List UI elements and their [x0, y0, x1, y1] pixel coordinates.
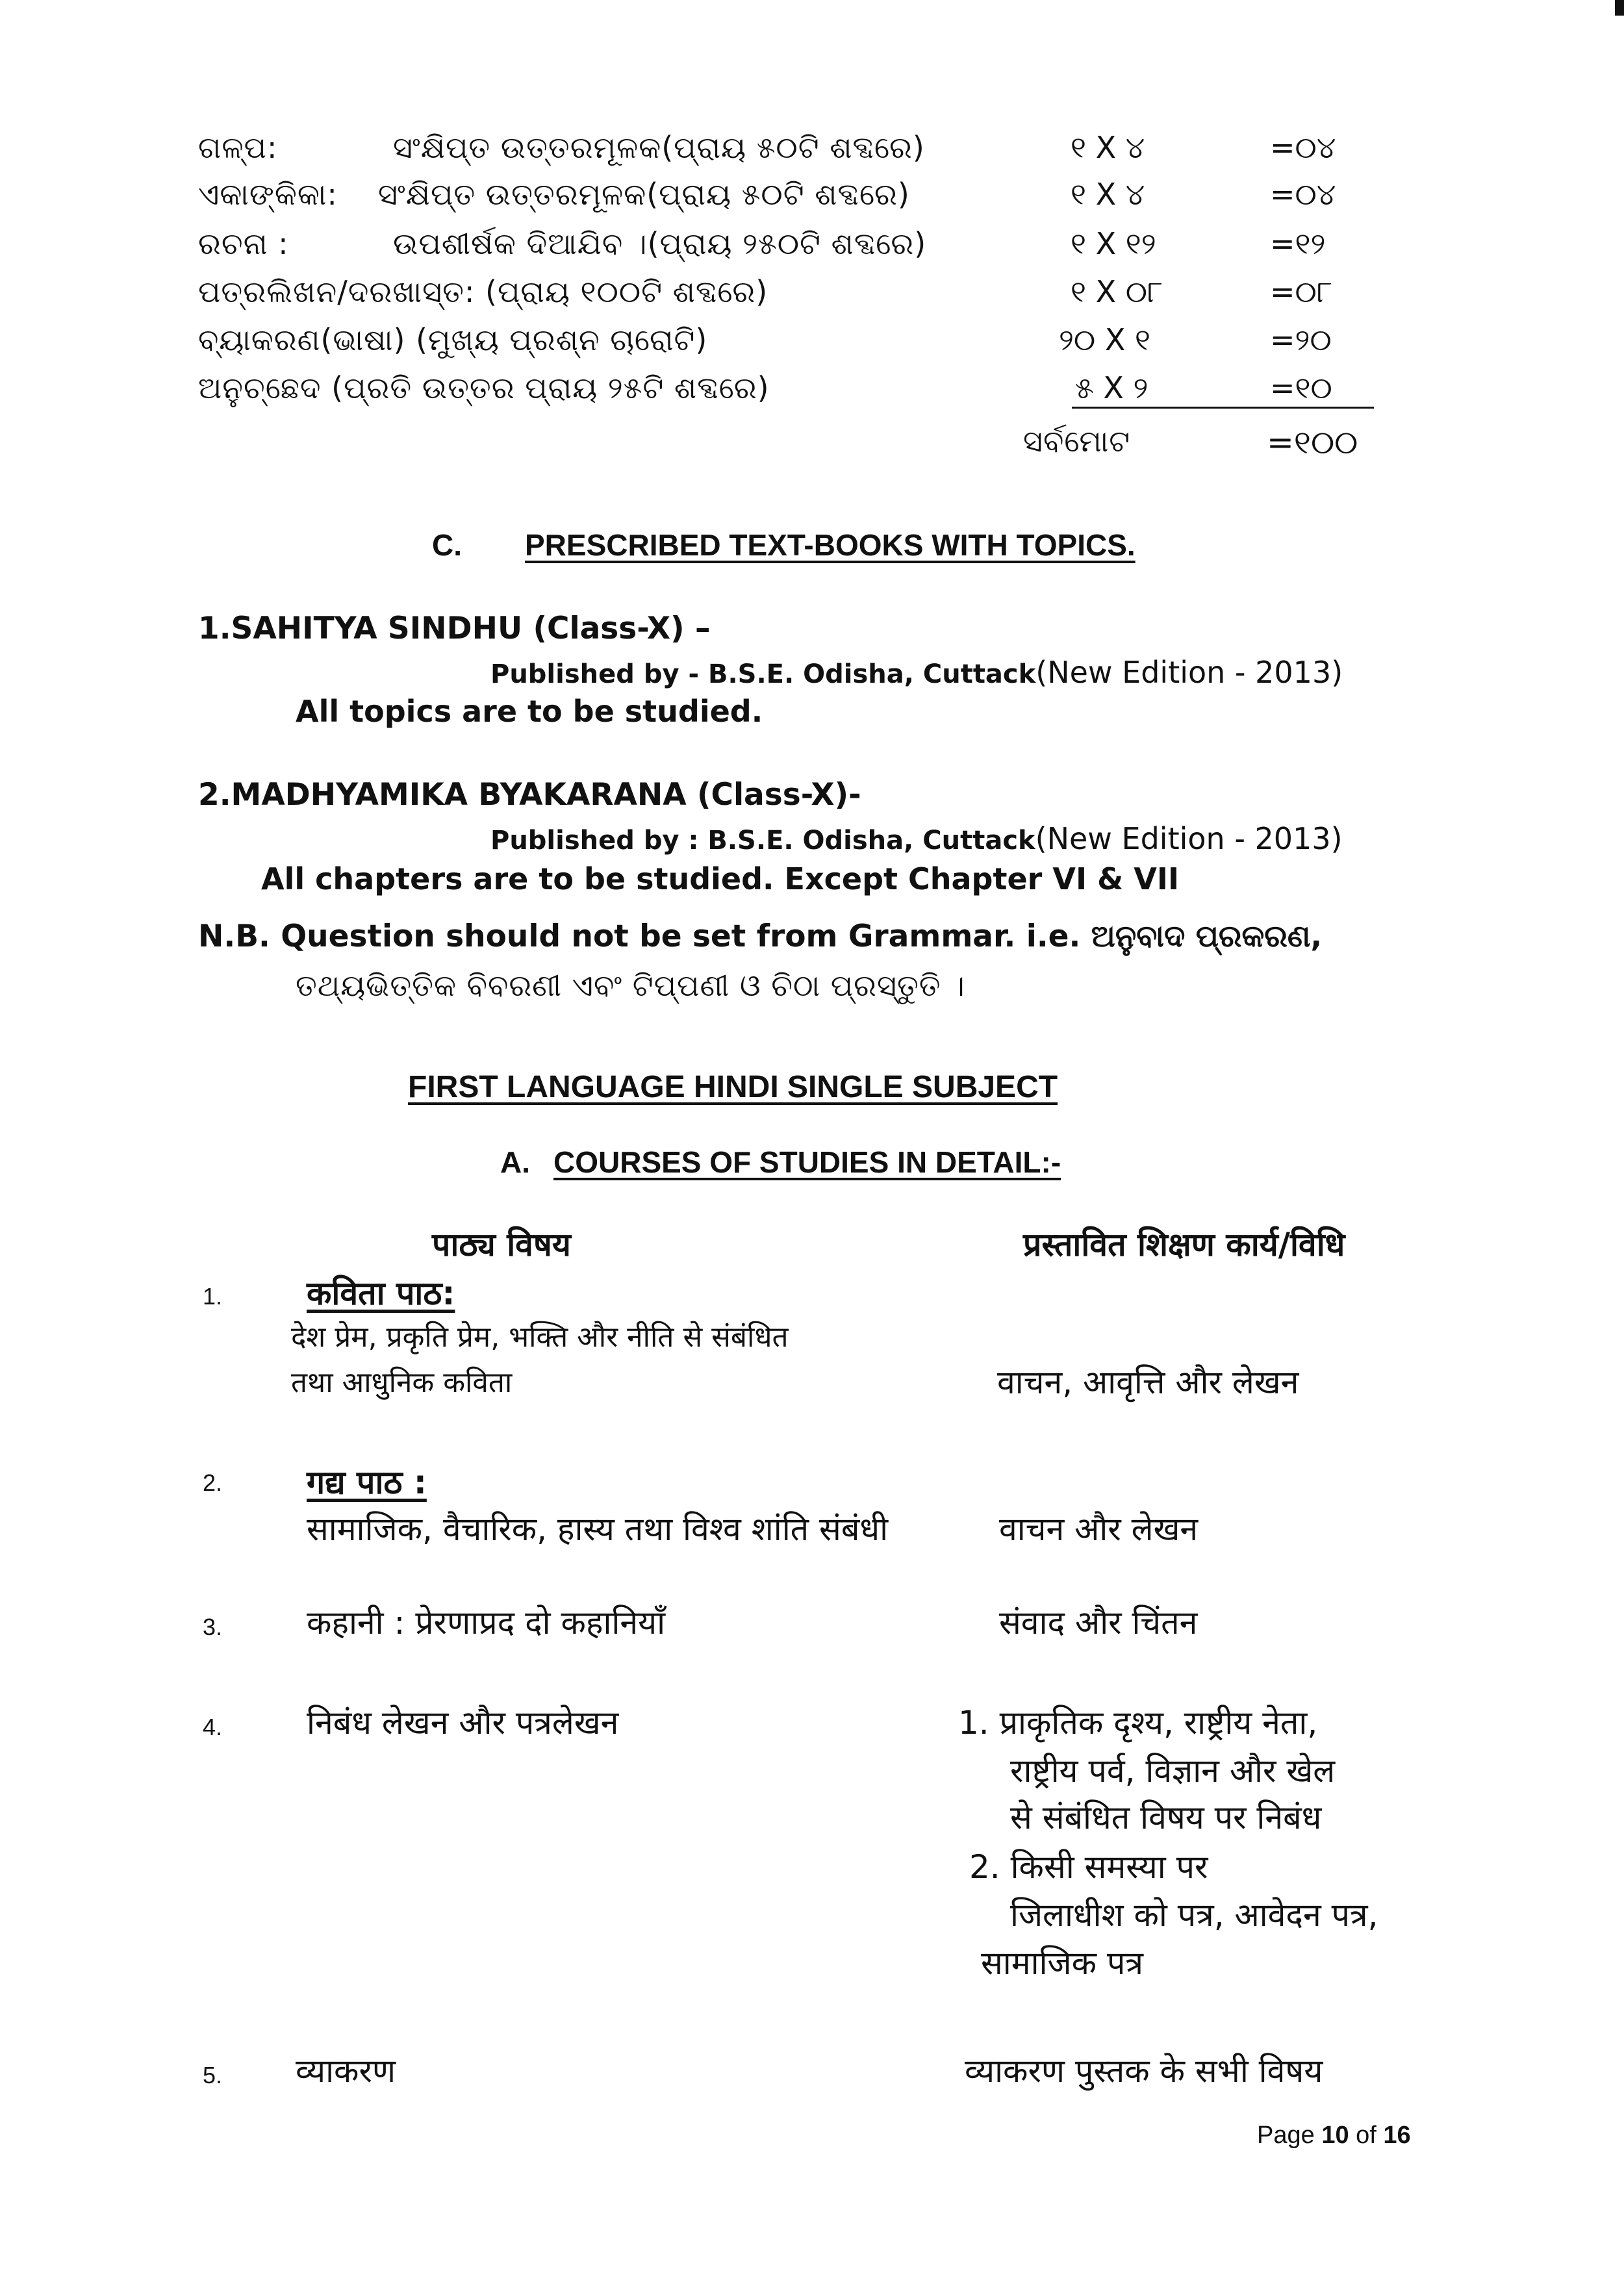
page-current: 10	[1321, 2122, 1349, 2149]
row-total: =୦୪	[1270, 177, 1336, 212]
item-method: संवाद और चिंतन	[999, 1604, 1198, 1642]
row-label: ଅନୁଚ୍ଛେଦ (ପ୍ରତି ଉତ୍ତର ପ୍ରାୟ ୨୫ଟି ଶବ୍ଦରେ)	[198, 370, 770, 405]
row-label: ବ୍ୟାକରଣ(ଭାଷା) (ମୁଖ୍ୟ ପ୍ରଶ୍ନ ଚାରୋଟି)	[198, 322, 708, 357]
item-desc: सामाजिक, वैचारिक, हास्य तथा विश्व शांति संबंधी	[307, 1510, 889, 1548]
book-edition: (New Edition - 2013)	[1035, 655, 1343, 690]
item-method: वाचन, आवृत्ति और लेखन	[997, 1364, 1299, 1401]
subsection-title: COURSES OF STUDIES IN DETAIL:-	[553, 1145, 1061, 1179]
scan-edge-mark	[1615, 0, 1624, 16]
subsection-letter: A.	[500, 1145, 530, 1179]
row-total: =୦୮	[1270, 274, 1332, 309]
row-calc: ୧ X ୪	[1071, 177, 1145, 212]
row-calc: ୨୦ X ୧	[1059, 322, 1150, 357]
item-method: जिलाधीश को पत्र, आवेदन पत्र,	[1010, 1896, 1378, 1934]
row-total: =୨୦	[1270, 322, 1332, 357]
item-method: वाचन और लेखन	[999, 1510, 1199, 1548]
nb-line-2: ତଥ୍ୟଭିତ୍ତିକ ବିବରଣୀ ଏବଂ ଟିପ୍ପଣୀ ଓ ଚିଠା ପ୍ରସ୍ତୁତି ।	[296, 968, 965, 1003]
total-rule	[1072, 407, 1374, 409]
grand-total-value: =୧୦୦	[1267, 424, 1358, 461]
row-total: =୧୨	[1270, 226, 1326, 261]
book-publisher: Published by : B.S.E. Odisha, Cuttack	[490, 826, 1035, 856]
item-desc: निबंध लेखन और पत्रलेखन	[307, 1704, 619, 1742]
book-publisher-line	[490, 655, 1343, 690]
row-desc: ସଂକ୍ଷିପ୍ତ ଉତ୍ତରମୂଳକ(ପ୍ରାୟ ୫୦ଟି ଶବ୍ଦରେ)	[393, 130, 925, 165]
item-method: राष्ट्रीय पर्व, विज्ञान और खेल	[1010, 1752, 1336, 1790]
row-calc: ୫ X ୨	[1075, 370, 1148, 405]
row-total: =୦୪	[1270, 130, 1336, 165]
nb-line-1: N.B. Question should not be set from Grammar. i.e. ଅନୁବାଦ ପ୍ରକରଣ,	[198, 919, 1323, 954]
item-desc: कहानी : प्रेरणाप्रद दो कहानियाँ	[307, 1604, 666, 1642]
item-desc: देश प्रेम, प्रकृति प्रेम, भक्ति और नीति से संबंधित	[291, 1321, 789, 1354]
book-title	[198, 611, 711, 646]
item-method: 2. किसी समस्या पर	[969, 1848, 1208, 1886]
row-desc: ସଂକ୍ଷିପ୍ତ ଉତ୍ତରମୂଳକ(ପ୍ରାୟ ୫୦ଟି ଶବ୍ଦରେ)	[378, 177, 910, 212]
col-head-subject: पाठ्य विषय	[432, 1226, 571, 1263]
row-total: =୧୦	[1270, 370, 1332, 405]
book-title	[198, 777, 861, 813]
row-desc: ଉପଶୀର୍ଷକ ଦିଆଯିବ ।(ପ୍ରାୟ ୨୫୦ଟି ଶବ୍ଦରେ)	[393, 226, 927, 261]
item-method: सामाजिक पत्र	[981, 1944, 1143, 1982]
item-title: गद्य पाठ :	[307, 1464, 427, 1501]
page-of: of	[1349, 2122, 1384, 2149]
page-number	[1257, 2122, 1411, 2150]
book-publisher: Published by - B.S.E. Odisha, Cuttack	[490, 659, 1036, 689]
item-desc: तथा आधुनिक कविता	[291, 1366, 513, 1399]
row-calc: ୧ X ୦୮	[1071, 274, 1163, 309]
book-title-text: 1.SAHITYA SINDHU (Class-X) –	[198, 611, 711, 646]
book-note: All topics are to be studied.	[296, 694, 763, 729]
grand-total-label: ସର୍ବମୋଟ	[1023, 424, 1131, 459]
hindi-heading: FIRST LANGUAGE HINDI SINGLE SUBJECT	[408, 1070, 1058, 1104]
row-label: ରଚନା :	[198, 226, 289, 261]
item-number: 4.	[203, 1714, 223, 1740]
row-label: ଗଳ୍ପ:	[198, 130, 278, 165]
book-edition: (New Edition - 2013)	[1035, 821, 1343, 856]
item-number: 3.	[203, 1614, 223, 1640]
item-method: 1. प्राकृतिक दृश्य, राष्ट्रीय नेता,	[958, 1704, 1318, 1742]
book-publisher-line	[490, 821, 1343, 856]
item-number: 1.	[203, 1283, 223, 1310]
section-title: PRESCRIBED TEXT-BOOKS WITH TOPICS.	[525, 528, 1136, 562]
section-letter: C.	[432, 528, 462, 562]
page-total: 16	[1383, 2122, 1411, 2149]
item-number: 2.	[203, 1469, 223, 1496]
item-desc: व्याकरण	[296, 2052, 396, 2090]
item-method: व्याकरण पुस्तक के सभी विषय	[965, 2052, 1323, 2090]
item-method: से संबंधित विषय पर निबंध	[1010, 1799, 1322, 1836]
row-label: ପତ୍ରଲିଖନ/ଦରଖାସ୍ତ: (ପ୍ରାୟ ୧୦୦ଟି ଶବ୍ଦରେ)	[198, 274, 768, 309]
page-prefix: Page	[1257, 2122, 1322, 2149]
row-calc: ୧ X ୧୨	[1071, 226, 1156, 261]
item-title: कविता पाठ:	[307, 1275, 455, 1312]
row-label: ଏକାଙ୍କିକା:	[198, 177, 338, 212]
row-calc: ୧ X ୪	[1071, 130, 1145, 165]
book-title-text: 2.MADHYAMIKA BYAKARANA (Class-X)-	[198, 777, 861, 813]
book-note: All chapters are to be studied. Except Chapter VI & VII	[261, 861, 1180, 896]
col-head-method: प्रस्तावित शिक्षण कार्य/विधि	[1023, 1226, 1345, 1263]
item-number: 5.	[203, 2062, 223, 2088]
